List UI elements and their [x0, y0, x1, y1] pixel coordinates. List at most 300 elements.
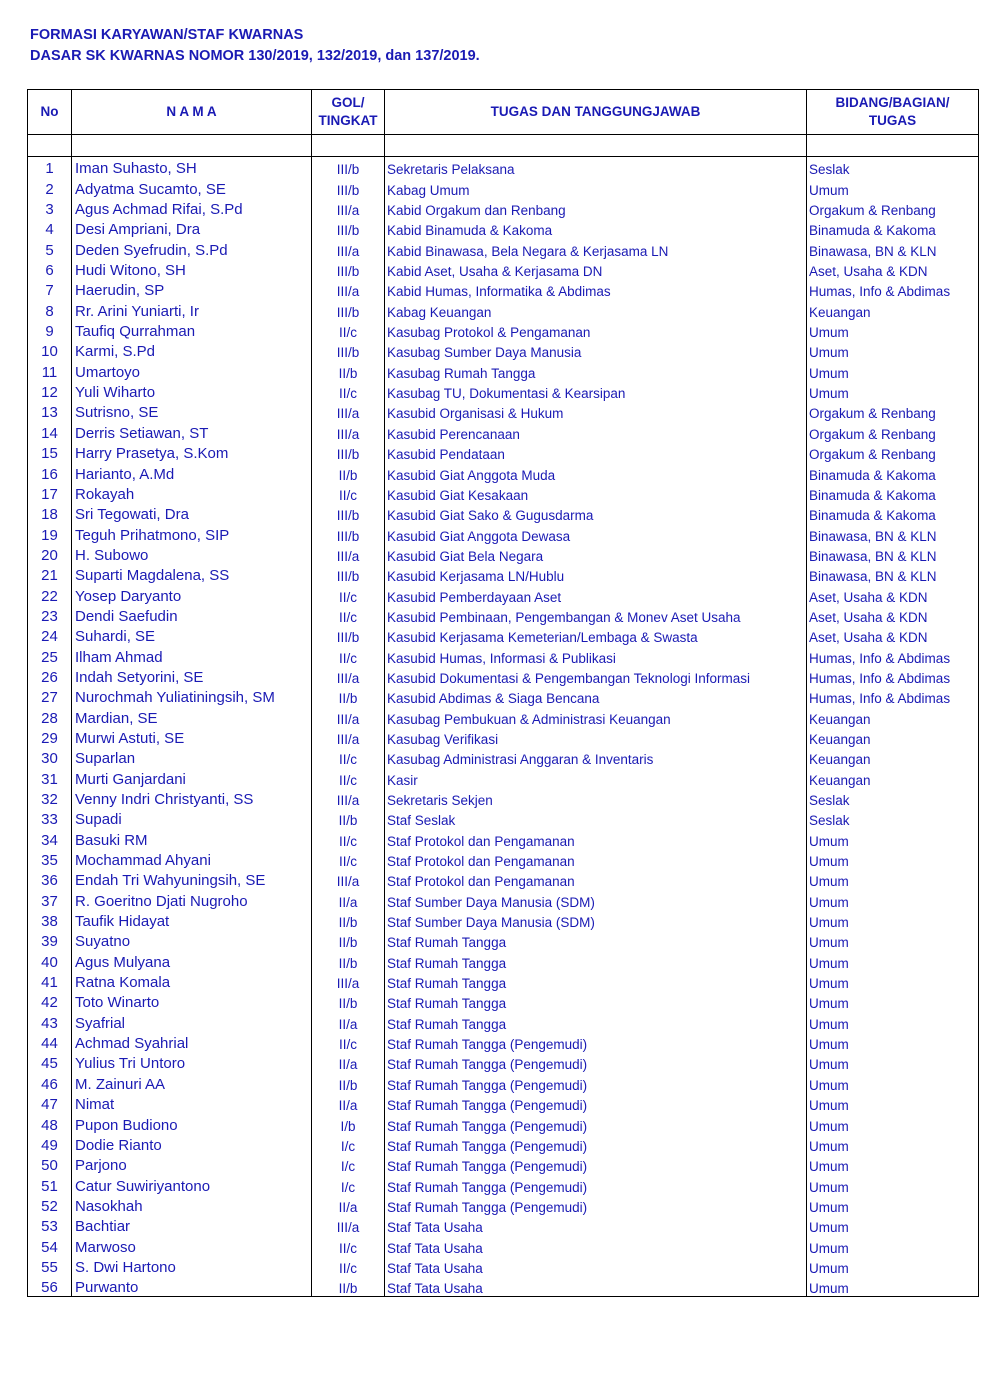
cell-nama: Nurochmah Yuliatiningsih, SM: [72, 686, 312, 706]
cell-bidang: Umum: [807, 1276, 979, 1297]
cell-gol: III/b: [312, 523, 385, 543]
cell-bidang: Umum: [807, 1195, 979, 1215]
table-row: [28, 727, 979, 747]
cell-tugas: Kasubid Kerjasama LN/Hublu: [385, 564, 807, 584]
table-row: [28, 849, 979, 869]
cell-nama: Sutrisno, SE: [72, 401, 312, 421]
cell-bidang: Umum: [807, 849, 979, 869]
cell-no: 10: [28, 340, 72, 360]
cell-nama: Purwanto: [72, 1276, 312, 1297]
cell-gol: II/b: [312, 910, 385, 930]
cell-nama: Suyatno: [72, 930, 312, 950]
cell-no: 42: [28, 991, 72, 1011]
cell-tugas: Kasubid Giat Sako & Gugusdarma: [385, 503, 807, 523]
table-row: [28, 706, 979, 726]
cell-nama: Karmi, S.Pd: [72, 340, 312, 360]
table-row: [28, 523, 979, 543]
cell-bidang: Umum: [807, 950, 979, 970]
cell-gol: III/b: [312, 299, 385, 319]
table-row: [28, 544, 979, 564]
cell-gol: III/a: [312, 788, 385, 808]
cell-no: 8: [28, 299, 72, 319]
cell-tugas: Kasubid Giat Anggota Muda: [385, 462, 807, 482]
cell-nama: Dodie Rianto: [72, 1134, 312, 1154]
cell-bidang: Umum: [807, 1032, 979, 1052]
cell-no: 43: [28, 1011, 72, 1031]
cell-bidang: Umum: [807, 177, 979, 197]
cell-gol: II/a: [312, 1052, 385, 1072]
cell-nama: Nasokhah: [72, 1195, 312, 1215]
cell-bidang: Binawasa, BN & KLN: [807, 564, 979, 584]
cell-tugas: Staf Protokol dan Pengamanan: [385, 869, 807, 889]
cell-nama: Ratna Komala: [72, 971, 312, 991]
cell-no: 25: [28, 645, 72, 665]
cell-nama: R. Goeritno Djati Nugroho: [72, 889, 312, 909]
cell-gol: III/a: [312, 198, 385, 218]
table-row: [28, 828, 979, 848]
cell-no: 14: [28, 421, 72, 441]
cell-nama: Taufiq Qurrahman: [72, 320, 312, 340]
cell-no: 33: [28, 808, 72, 828]
cell-gol: II/c: [312, 584, 385, 604]
cell-tugas: Kasubid Humas, Informasi & Publikasi: [385, 645, 807, 665]
cell-gol: III/b: [312, 157, 385, 178]
cell-no: 6: [28, 259, 72, 279]
cell-nama: Yulius Tri Untoro: [72, 1052, 312, 1072]
cell-gol: II/c: [312, 1256, 385, 1276]
cell-gol: II/c: [312, 645, 385, 665]
cell-gol: II/c: [312, 320, 385, 340]
cell-nama: Catur Suwiriyantono: [72, 1174, 312, 1194]
table-row: [28, 686, 979, 706]
cell-gol: III/b: [312, 340, 385, 360]
table-row: [28, 605, 979, 625]
cell-no: 46: [28, 1072, 72, 1092]
table-row: [28, 1174, 979, 1194]
cell-gol: II/b: [312, 808, 385, 828]
cell-gol: III/a: [312, 869, 385, 889]
cell-bidang: Binamuda & Kakoma: [807, 462, 979, 482]
table-row: [28, 564, 979, 584]
cell-gol: II/c: [312, 1235, 385, 1255]
cell-no: 31: [28, 767, 72, 787]
table-row: [28, 788, 979, 808]
table-row: [28, 1011, 979, 1031]
cell-gol: II/a: [312, 1093, 385, 1113]
table-row: [28, 910, 979, 930]
cell-no: 1: [28, 157, 72, 178]
col-header-gol-line1: GOL/: [331, 95, 365, 110]
cell-gol: III/b: [312, 177, 385, 197]
cell-no: 27: [28, 686, 72, 706]
cell-tugas: Kasubid Kerjasama Kemeterian/Lembaga & Swasta: [385, 625, 807, 645]
cell-tugas: Kabid Aset, Usaha & Kerjasama DN: [385, 259, 807, 279]
cell-nama: Haerudin, SP: [72, 279, 312, 299]
cell-no: 18: [28, 503, 72, 523]
cell-tugas: Staf Rumah Tangga: [385, 991, 807, 1011]
table-row: [28, 1195, 979, 1215]
cell-tugas: Staf Sumber Daya Manusia (SDM): [385, 889, 807, 909]
cell-gol: III/b: [312, 218, 385, 238]
cell-no: 35: [28, 849, 72, 869]
cell-nama: Endah Tri Wahyuningsih, SE: [72, 869, 312, 889]
cell-bidang: Umum: [807, 991, 979, 1011]
cell-gol: III/b: [312, 259, 385, 279]
cell-gol: I/b: [312, 1113, 385, 1133]
cell-bidang: Binawasa, BN & KLN: [807, 238, 979, 258]
cell-tugas: Kasubid Abdimas & Siaga Bencana: [385, 686, 807, 706]
cell-gol: III/b: [312, 625, 385, 645]
table-row: [28, 1276, 979, 1297]
cell-tugas: Kasubid Giat Anggota Dewasa: [385, 523, 807, 543]
cell-bidang: Keuangan: [807, 747, 979, 767]
cell-nama: Adyatma Sucamto, SE: [72, 177, 312, 197]
table-row: [28, 666, 979, 686]
cell-nama: Nimat: [72, 1093, 312, 1113]
cell-no: 22: [28, 584, 72, 604]
table-row: [28, 1154, 979, 1174]
table-row: [28, 238, 979, 258]
cell-nama: Mochammad Ahyani: [72, 849, 312, 869]
cell-no: 15: [28, 442, 72, 462]
cell-bidang: Orgakum & Renbang: [807, 401, 979, 421]
cell-nama: Desi Ampriani, Dra: [72, 218, 312, 238]
cell-tugas: Staf Rumah Tangga (Pengemudi): [385, 1134, 807, 1154]
cell-bidang: Binamuda & Kakoma: [807, 483, 979, 503]
cell-gol: II/b: [312, 360, 385, 380]
table-row: [28, 991, 979, 1011]
cell-tugas: Kasubid Pembinaan, Pengembangan & Monev Aset Usaha: [385, 605, 807, 625]
cell-bidang: Binawasa, BN & KLN: [807, 544, 979, 564]
cell-tugas: Staf Rumah Tangga: [385, 930, 807, 950]
cell-nama: Dendi Saefudin: [72, 605, 312, 625]
cell-gol: III/a: [312, 544, 385, 564]
cell-nama: Derris Setiawan, ST: [72, 421, 312, 441]
cell-tugas: Staf Rumah Tangga: [385, 971, 807, 991]
cell-no: 19: [28, 523, 72, 543]
cell-nama: Venny Indri Christyanti, SS: [72, 788, 312, 808]
cell-gol: I/c: [312, 1174, 385, 1194]
cell-tugas: Staf Tata Usaha: [385, 1235, 807, 1255]
cell-no: 7: [28, 279, 72, 299]
col-header-bidang-line1: BIDANG/BAGIAN/: [835, 95, 950, 110]
cell-tugas: Kasubid Dokumentasi & Pengembangan Teknologi Informasi: [385, 666, 807, 686]
cell-gol: II/b: [312, 686, 385, 706]
cell-tugas: Staf Rumah Tangga (Pengemudi): [385, 1032, 807, 1052]
cell-gol: III/b: [312, 503, 385, 523]
cell-bidang: Umum: [807, 889, 979, 909]
cell-nama: Sri Tegowati, Dra: [72, 503, 312, 523]
cell-no: 2: [28, 177, 72, 197]
cell-tugas: Staf Rumah Tangga (Pengemudi): [385, 1195, 807, 1215]
cell-no: 44: [28, 1032, 72, 1052]
cell-gol: II/a: [312, 1195, 385, 1215]
cell-tugas: Staf Protokol dan Pengamanan: [385, 828, 807, 848]
cell-nama: Yuli Wiharto: [72, 381, 312, 401]
staff-table: [27, 89, 979, 1297]
cell-nama: S. Dwi Hartono: [72, 1256, 312, 1276]
cell-bidang: Umum: [807, 828, 979, 848]
cell-no: 30: [28, 747, 72, 767]
cell-gol: I/c: [312, 1134, 385, 1154]
cell-tugas: Staf Rumah Tangga (Pengemudi): [385, 1154, 807, 1174]
cell-tugas: Kabid Binamuda & Kakoma: [385, 218, 807, 238]
cell-tugas: Staf Rumah Tangga: [385, 950, 807, 970]
table-header: [28, 90, 979, 135]
table-row: [28, 1215, 979, 1235]
cell-no: 32: [28, 788, 72, 808]
cell-bidang: Seslak: [807, 788, 979, 808]
cell-nama: Iman Suhasto, SH: [72, 157, 312, 178]
cell-bidang: Aset, Usaha & KDN: [807, 625, 979, 645]
table-row: [28, 645, 979, 665]
cell-tugas: Kabag Keuangan: [385, 299, 807, 319]
cell-tugas: Kabid Orgakum dan Renbang: [385, 198, 807, 218]
table-row: [28, 320, 979, 340]
cell-no: 5: [28, 238, 72, 258]
cell-tugas: Kasubag Administrasi Anggaran & Inventaris: [385, 747, 807, 767]
cell-bidang: Humas, Info & Abdimas: [807, 645, 979, 665]
cell-gol: II/c: [312, 747, 385, 767]
cell-nama: Supadi: [72, 808, 312, 828]
cell-nama: Toto Winarto: [72, 991, 312, 1011]
cell-gol: II/a: [312, 1011, 385, 1031]
cell-no: 20: [28, 544, 72, 564]
cell-nama: Umartoyo: [72, 360, 312, 380]
cell-gol: III/b: [312, 442, 385, 462]
cell-nama: Parjono: [72, 1154, 312, 1174]
table-row: [28, 381, 979, 401]
cell-bidang: Keuangan: [807, 727, 979, 747]
cell-bidang: Orgakum & Renbang: [807, 421, 979, 441]
cell-gol: III/a: [312, 727, 385, 747]
cell-tugas: Kasubag Protokol & Pengamanan: [385, 320, 807, 340]
col-header-nama: N A M A: [72, 90, 312, 135]
cell-gol: II/c: [312, 1032, 385, 1052]
table-row: [28, 1032, 979, 1052]
table-row: [28, 930, 979, 950]
table-row: [28, 1052, 979, 1072]
table-row: [28, 950, 979, 970]
cell-gol: III/a: [312, 401, 385, 421]
cell-tugas: Kasubid Giat Bela Negara: [385, 544, 807, 564]
cell-nama: Pupon Budiono: [72, 1113, 312, 1133]
cell-no: 13: [28, 401, 72, 421]
table-row: [28, 462, 979, 482]
cell-bidang: Umum: [807, 1215, 979, 1235]
cell-nama: Murwi Astuti, SE: [72, 727, 312, 747]
cell-tugas: Staf Tata Usaha: [385, 1276, 807, 1297]
table-row: [28, 401, 979, 421]
table-row: [28, 584, 979, 604]
table-row: [28, 340, 979, 360]
cell-bidang: Binamuda & Kakoma: [807, 503, 979, 523]
cell-gol: II/a: [312, 889, 385, 909]
cell-no: 17: [28, 483, 72, 503]
cell-no: 50: [28, 1154, 72, 1174]
table-row: [28, 421, 979, 441]
cell-tugas: Staf Rumah Tangga (Pengemudi): [385, 1052, 807, 1072]
col-header-gol-line2: TINGKAT: [318, 113, 378, 128]
table-row: [28, 279, 979, 299]
cell-no: 53: [28, 1215, 72, 1235]
table-row: [28, 1093, 979, 1113]
cell-bidang: Umum: [807, 1093, 979, 1113]
table-row: [28, 218, 979, 238]
cell-nama: Achmad Syahrial: [72, 1032, 312, 1052]
cell-nama: H. Subowo: [72, 544, 312, 564]
cell-nama: Basuki RM: [72, 828, 312, 848]
table-row: [28, 1113, 979, 1133]
cell-tugas: Kasubid Perencanaan: [385, 421, 807, 441]
cell-no: 3: [28, 198, 72, 218]
cell-bidang: Umum: [807, 1134, 979, 1154]
cell-bidang: Humas, Info & Abdimas: [807, 666, 979, 686]
cell-gol: III/a: [312, 971, 385, 991]
cell-nama: Rokayah: [72, 483, 312, 503]
table-row: [28, 767, 979, 787]
cell-tugas: Staf Seslak: [385, 808, 807, 828]
cell-tugas: Kasubag Pembukuan & Administrasi Keuangan: [385, 706, 807, 726]
cell-nama: Bachtiar: [72, 1215, 312, 1235]
cell-bidang: Keuangan: [807, 767, 979, 787]
cell-bidang: Umum: [807, 1256, 979, 1276]
cell-tugas: Kasubid Giat Kesakaan: [385, 483, 807, 503]
col-header-bidang-line2: TUGAS: [868, 113, 917, 128]
cell-no: 28: [28, 706, 72, 726]
cell-tugas: Kasubag Verifikasi: [385, 727, 807, 747]
cell-nama: Suhardi, SE: [72, 625, 312, 645]
cell-gol: II/b: [312, 1276, 385, 1297]
cell-no: 47: [28, 1093, 72, 1113]
cell-tugas: Kabag Umum: [385, 177, 807, 197]
cell-nama: Suparlan: [72, 747, 312, 767]
cell-bidang: Umum: [807, 971, 979, 991]
table-row: [28, 299, 979, 319]
col-header-bidang: [807, 90, 979, 135]
cell-gol: III/a: [312, 279, 385, 299]
table-row: [28, 177, 979, 197]
table-body: [28, 135, 979, 1297]
cell-no: 12: [28, 381, 72, 401]
cell-no: 56: [28, 1276, 72, 1297]
table-row: [28, 198, 979, 218]
cell-tugas: Staf Tata Usaha: [385, 1256, 807, 1276]
col-header-tugas: TUGAS DAN TANGGUNGJAWAB: [385, 90, 807, 135]
cell-bidang: Umum: [807, 340, 979, 360]
cell-tugas: Kasubid Pendataan: [385, 442, 807, 462]
cell-bidang: Humas, Info & Abdimas: [807, 686, 979, 706]
cell-bidang: Seslak: [807, 157, 979, 178]
cell-bidang: Umum: [807, 1011, 979, 1031]
cell-no: 4: [28, 218, 72, 238]
cell-gol: II/c: [312, 605, 385, 625]
cell-no: 38: [28, 910, 72, 930]
cell-no: 49: [28, 1134, 72, 1154]
cell-no: 9: [28, 320, 72, 340]
table-row: [28, 483, 979, 503]
cell-tugas: Kasubag TU, Dokumentasi & Kearsipan: [385, 381, 807, 401]
cell-nama: Taufik Hidayat: [72, 910, 312, 930]
table-row: [28, 889, 979, 909]
cell-gol: II/b: [312, 462, 385, 482]
cell-gol: III/b: [312, 564, 385, 584]
cell-no: 21: [28, 564, 72, 584]
table-row: [28, 747, 979, 767]
cell-no: 11: [28, 360, 72, 380]
cell-no: 23: [28, 605, 72, 625]
cell-nama: Agus Achmad Rifai, S.Pd: [72, 198, 312, 218]
cell-bidang: Aset, Usaha & KDN: [807, 605, 979, 625]
table-row: [28, 1072, 979, 1092]
cell-tugas: Kasubid Pemberdayaan Aset: [385, 584, 807, 604]
cell-gol: III/a: [312, 238, 385, 258]
cell-no: 16: [28, 462, 72, 482]
cell-gol: II/b: [312, 950, 385, 970]
table-row: [28, 1256, 979, 1276]
cell-nama: Hudi Witono, SH: [72, 259, 312, 279]
cell-gol: II/b: [312, 991, 385, 1011]
cell-no: 37: [28, 889, 72, 909]
cell-nama: Mardian, SE: [72, 706, 312, 726]
cell-no: 36: [28, 869, 72, 889]
cell-tugas: Staf Protokol dan Pengamanan: [385, 849, 807, 869]
cell-tugas: Kasir: [385, 767, 807, 787]
cell-nama: Murti Ganjardani: [72, 767, 312, 787]
cell-nama: Indah Setyorini, SE: [72, 666, 312, 686]
table-row: [28, 259, 979, 279]
cell-bidang: Orgakum & Renbang: [807, 198, 979, 218]
cell-no: 48: [28, 1113, 72, 1133]
cell-nama: M. Zainuri AA: [72, 1072, 312, 1092]
cell-gol: III/a: [312, 421, 385, 441]
cell-nama: Syafrial: [72, 1011, 312, 1031]
cell-no: 29: [28, 727, 72, 747]
cell-nama: Deden Syefrudin, S.Pd: [72, 238, 312, 258]
cell-tugas: Staf Rumah Tangga (Pengemudi): [385, 1113, 807, 1133]
cell-gol: III/a: [312, 1215, 385, 1235]
cell-no: 39: [28, 930, 72, 950]
cell-no: 34: [28, 828, 72, 848]
cell-bidang: Umum: [807, 1174, 979, 1194]
document-title: FORMASI KARYAWAN/STAF KWARNAS: [30, 27, 304, 43]
cell-bidang: Umum: [807, 1072, 979, 1092]
cell-bidang: Umum: [807, 360, 979, 380]
cell-gol: II/c: [312, 849, 385, 869]
cell-nama: Agus Mulyana: [72, 950, 312, 970]
cell-no: 40: [28, 950, 72, 970]
cell-tugas: Kasubag Rumah Tangga: [385, 360, 807, 380]
col-header-no: No: [28, 90, 72, 135]
cell-nama: Teguh Prihatmono, SIP: [72, 523, 312, 543]
cell-bidang: Umum: [807, 869, 979, 889]
table-row: [28, 625, 979, 645]
cell-bidang: Umum: [807, 1235, 979, 1255]
cell-gol: II/c: [312, 828, 385, 848]
cell-no: 55: [28, 1256, 72, 1276]
cell-tugas: Staf Sumber Daya Manusia (SDM): [385, 910, 807, 930]
cell-gol: II/c: [312, 381, 385, 401]
cell-gol: III/a: [312, 666, 385, 686]
cell-no: 54: [28, 1235, 72, 1255]
cell-no: 52: [28, 1195, 72, 1215]
document-subtitle: DASAR SK KWARNAS NOMOR 130/2019, 132/2019, dan 137/2019.: [30, 48, 480, 64]
cell-bidang: Umum: [807, 1052, 979, 1072]
cell-bidang: Umum: [807, 1113, 979, 1133]
table-row: [28, 971, 979, 991]
cell-tugas: Sekretaris Pelaksana: [385, 157, 807, 178]
cell-gol: II/c: [312, 767, 385, 787]
